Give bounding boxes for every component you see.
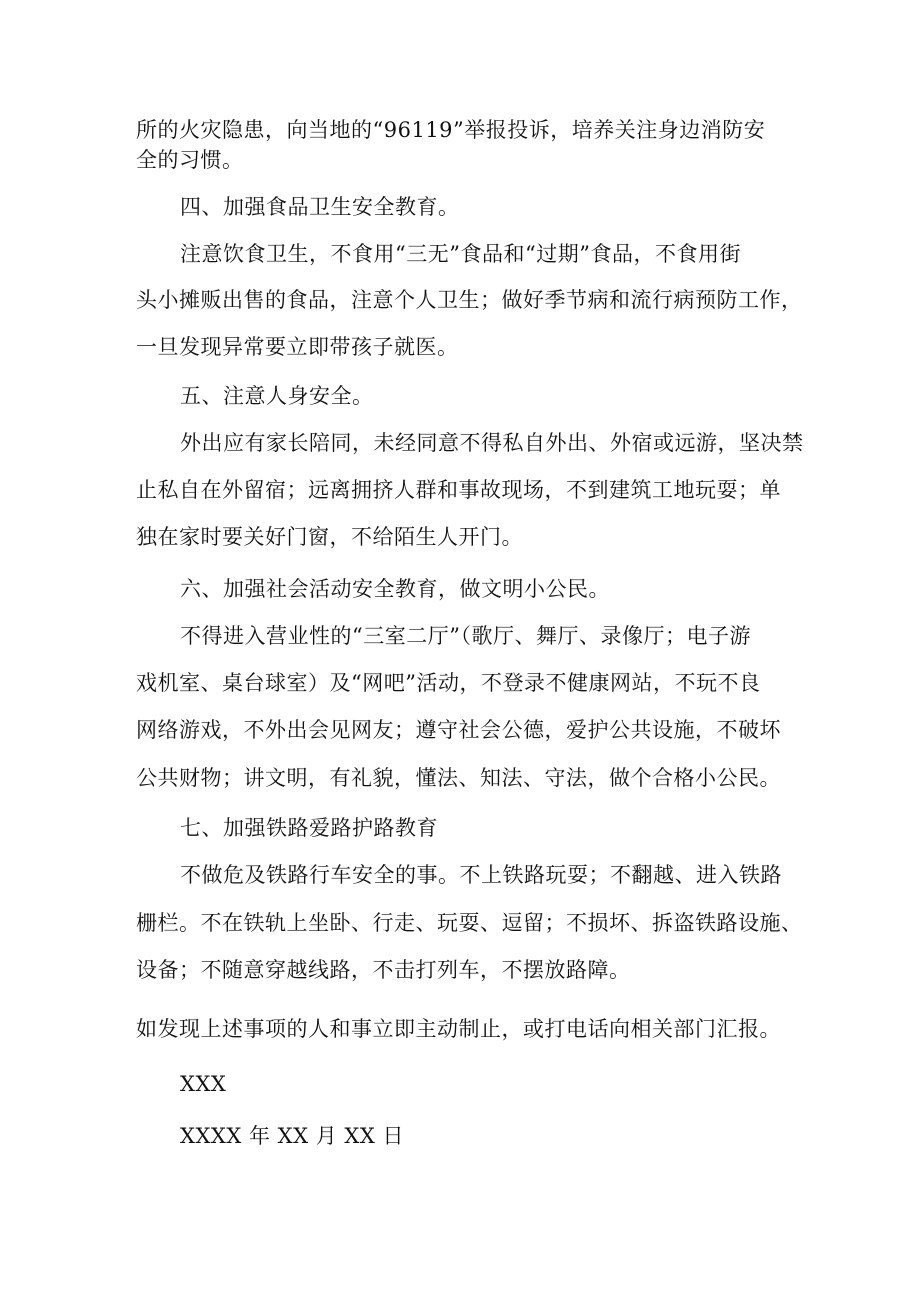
paragraph-line: 止私自在外留宿；远离拥挤人群和事故现场，不到建筑工地玩耍；单 [136, 478, 781, 502]
paragraph-line: 设备；不随意穿越线路，不击打列车，不摆放路障。 [136, 958, 631, 982]
paragraph-line: 头小摊贩出售的食品，注意个人卫生；做好季节病和流行病预防工作， [136, 288, 803, 312]
section-heading-5: 五、注意人身安全。 [180, 384, 374, 408]
paragraph-line: 不做危及铁路行车安全的事。不上铁路玩耍；不翻越、进入铁路 [180, 863, 782, 887]
closing-line: 如发现上述事项的人和事立即主动制止，或打电话向相关部门汇报。 [136, 1017, 781, 1041]
paragraph-line: 栅栏。不在铁轨上坐卧、行走、玩耍、逗留；不损坏、拆盗铁路设施、 [136, 911, 803, 935]
paragraph-line: 网络游戏，不外出会见网友；遵守社会公德，爱护公共设施，不破坏 [136, 718, 781, 742]
paragraph-line: 外出应有家长陪同，未经同意不得私自外出、外宿或远游，坚决禁 [180, 431, 804, 455]
paragraph-line: 一旦发现异常要立即带孩子就医。 [136, 335, 459, 359]
paragraph-line: 注意饮食卫生，不食用“三无”食品和“过期”食品，不食用街 [180, 242, 741, 266]
section-heading-7: 七、加强铁路爱路护路教育 [180, 816, 438, 840]
paragraph-line: 戏机室、桌台球室）及“网吧”活动，不登录不健康网站，不玩不良 [136, 671, 761, 695]
section-heading-4: 四、加强食品卫生安全教育。 [180, 195, 460, 219]
section-heading-6: 六、加强社会活动安全教育，做文明小公民。 [180, 577, 610, 601]
paragraph-line: 全的习惯。 [136, 148, 244, 172]
signature-name: XXX [180, 1072, 227, 1096]
paragraph-line: 所的火灾隐患，向当地的“96119”举报投诉，培养关注身边消防安 [136, 118, 766, 142]
signature-date: XXXX 年 XX 月 XX 日 [180, 1124, 404, 1148]
paragraph-line: 公共财物；讲文明，有礼貌，懂法、知法、守法，做个合格小公民。 [136, 766, 781, 790]
paragraph-line: 独在家时要关好门窗，不给陌生人开门。 [136, 525, 523, 549]
paragraph-line: 不得进入营业性的“三室二厅”（歌厅、舞厅、录像厅；电子游 [180, 624, 751, 648]
